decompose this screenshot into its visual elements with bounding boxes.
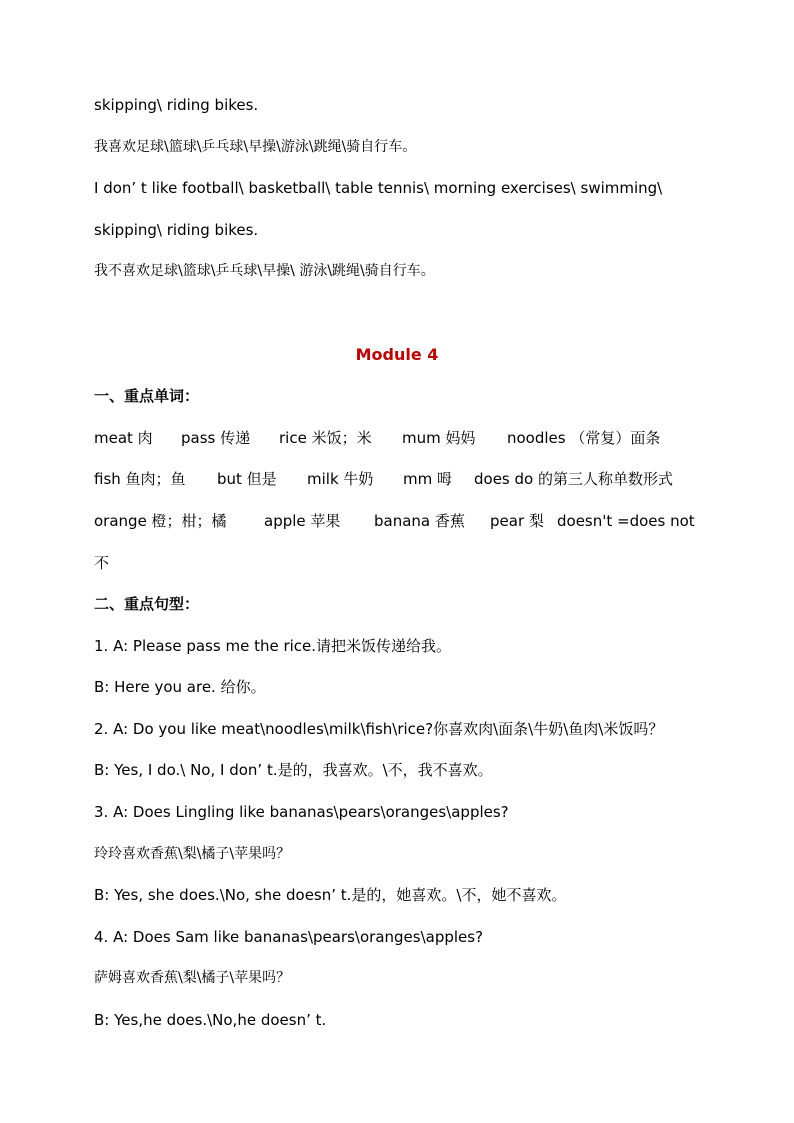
vocab-item: rice 米饭；米 [279, 429, 372, 447]
intro-line-2: 我喜欢足球\篮球\乒乓球\早操\游泳\跳绳\骑自行车。 [94, 139, 417, 155]
vocab-item: milk 牛奶 [307, 470, 374, 488]
sentence-line: 1. A: Please pass me the rice.请把米饭传递给我。 [94, 637, 452, 655]
sentence-line: B: Yes,he does.\No,he doesn’ t. [94, 1011, 327, 1029]
vocab-item: banana 香蕉 [374, 512, 465, 530]
section-heading-vocabulary: 一、重点单词： [94, 387, 200, 405]
intro-line-5: 我不喜欢足球\篮球\乒乓球\早操\ 游泳\跳绳\骑自行车。 [94, 263, 435, 279]
module-title: Module 4 [355, 345, 439, 364]
vocab-item: doesn't =does not [557, 512, 695, 530]
sentence-line: B: Yes, she does.\No, she doesn’ t.是的，她喜欢。\不，她不喜欢。 [94, 886, 567, 904]
vocab-item: mum 妈妈 [402, 429, 476, 447]
sentence-line: B: Here you are. 给你。 [94, 678, 266, 696]
vocab-item: does do 的第三人称单数形式 [474, 470, 673, 488]
intro-line-1: skipping\ riding bikes. [94, 96, 259, 114]
sentence-line: 萨姆喜欢香蕉\梨\橘子\苹果吗？ [94, 970, 291, 986]
sentence-line: 玲玲喜欢香蕉\梨\橘子\苹果吗？ [94, 846, 291, 862]
vocab-item: apple 苹果 [264, 512, 341, 530]
section-heading-sentences: 二、重点句型： [94, 595, 200, 613]
vocab-row-3-wrap: 不 [94, 554, 110, 572]
vocab-item: fish 鱼肉；鱼 [94, 470, 186, 488]
sentence-line: 3. A: Does Lingling like bananas\pears\oranges\apples? [94, 803, 509, 821]
vocab-item: meat 肉 [94, 429, 153, 447]
vocab-item: pear 梨 [490, 512, 544, 530]
intro-line-3: I don’ t like football\ basketball\ table tennis\ morning exercises\ swimming\ [94, 179, 663, 197]
vocab-item: pass 传递 [181, 429, 251, 447]
vocab-item: but 但是 [217, 470, 277, 488]
vocab-item: noodles （常复）面条 [507, 429, 661, 447]
vocab-item: orange 橙；柑；橘 [94, 512, 227, 530]
sentence-line: 4. A: Does Sam like bananas\pears\oranges\apples? [94, 928, 484, 946]
vocab-item: mm 呣 [403, 470, 452, 488]
sentence-line: 2. A: Do you like meat\noodles\milk\fish\rice?你喜欢肉\面条\牛奶\鱼肉\米饭吗？ [94, 720, 664, 738]
sentence-line: B: Yes, I do.\ No, I don’ t.是的，我喜欢。\不，我不喜欢。 [94, 761, 493, 779]
intro-line-4: skipping\ riding bikes. [94, 221, 259, 239]
